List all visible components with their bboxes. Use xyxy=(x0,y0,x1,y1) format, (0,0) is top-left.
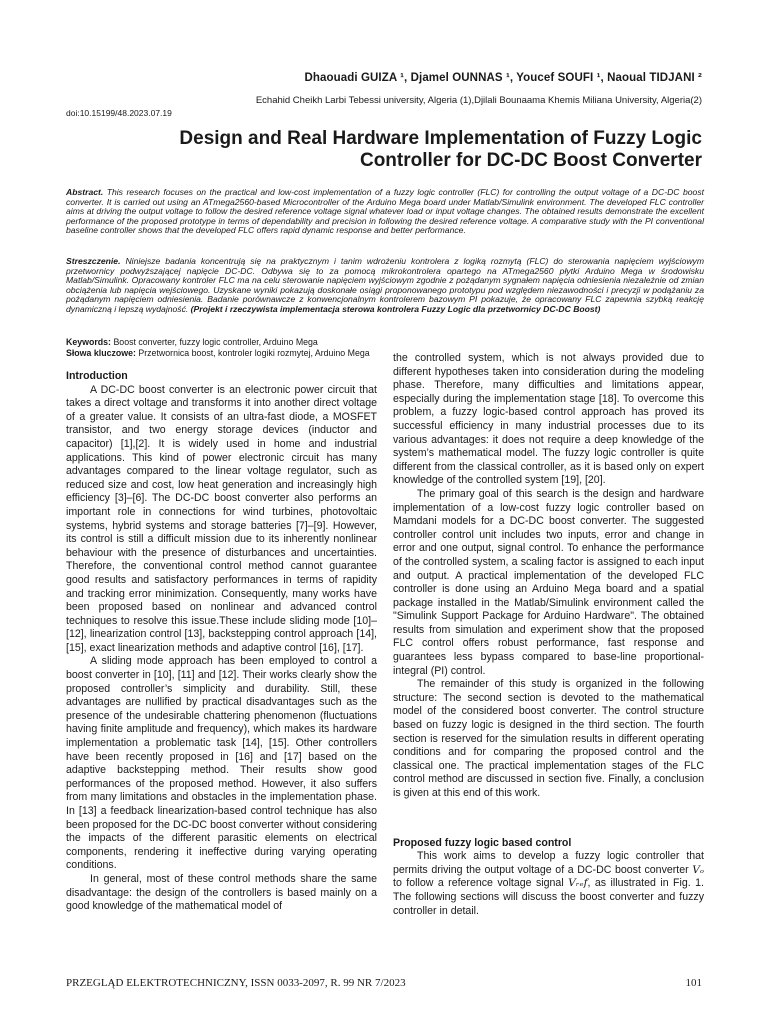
affiliation: Echahid Cheikh Larbi Tebessi university, Algeria (1),Djilali Bounaama Khemis Miliana University, Algeria(2) xyxy=(255,95,702,106)
paragraph: A DC-DC boost converter is an electronic power circuit that takes a direct voltage and transforms it into another direct voltage of a greater value. It consists of an ultra-fast diode, a MOSFET transistor, and two energy storage devices (inductor and capacitor) [1],[2]. It is widely used in home and industrial applications. This kind of power electronic circuit has many advantages compared to the linear voltage regulator, such as reduced size and cost, low heat generation and increasingly high efficiency [3]–[6]. The DC-DC boost converter also performs an important role in connections for wind turbines, photovoltaic systems, hybrid systems and storage batteries [7]–[9]. However, its control is still a difficult mission due to its inherently nonlinear behaviour with the presence of disturbances and uncertainties. Therefore, the conventional control method cannot guarantee good results and satisfactory performances in terms of rapidity and tracking error minimization. Consequently, many works have been proposed based on nonlinear and advanced control techniques to resolve this issue.These include sliding mode [10]–[12], linearization control [13], backstepping control approach [14],[15], exact linearization methods and adaptive control [16], [17]. xyxy=(66,383,377,654)
paragraph: The remainder of this study is organized in the following structure: The second section is devoted to the mathematical model of the considered boost converter. The control structure based on fuzzy logic is designed in the third section. The fourth section is reserved for the simulation results in different operating conditions and for comparing the proposed control and the classical one. The practical implementation stages of the FLC control method are discussed in section five. Finally, a conclusion is given at this end of this work. xyxy=(393,678,704,799)
vo-symbol: Vₒ xyxy=(692,863,704,876)
paragraph: A sliding mode approach has been employed to control a boost converter in [10], [11] and [12]. Their works clearly show the proposed controller’s simplicity and durability. Still, these advantages are nullified by practical disadvantages such as the presence of the undesirable chattering phenomenon (fluctuations having finite amplitude and frequency), which makes its hardware implementation a problematic task [14], [15]. Other controllers have been recently proposed in [16] and [17] based on the adaptive backstepping method. Their results show good performances of the proposed method. However, it also suffers from many limitations and obstacles in the implementation phase. In [13] a feedback linearization-based control technique has also been proposed for the DC-DC boost converter without considering the impacts of the different parasitic elements on electrical components, rendering it ineffective during varying operating conditions. xyxy=(66,655,377,872)
streszczenie-text: Niniejsze badania koncentrują się na praktycznym i tanim wdrożeniu kontrolera z logiką rozmytą (FLC) do sterowania napięciem wyjściowym przetwornicy podwyższającej napięcie DC-DC. Odbywa się to za pomocą mikrokontrolera opartego na ATmega2560 płytki Arduino Mega w środowisku Matlab/Simulink. Opracowany kontroler FLC ma na celu sterowanie napięciem wyjściowym zgodnie z pożądanym sygnałem napięcia odniesienia niezależnie od zmian obciążenia lub napięcia wejściowego. Uzyskane wyniki pokazują doskonałe osiągi proponowanego prototypu pod względem niezawodności i precyzji w podążaniu za pożądanym napięciem odniesienia. Badanie porównawcze z konwencjonalnym kontrolerem bazowym PI pokazuje, że opracowany FLC zapewnia szybką reakcję dynamiczną i lepszą wydajność. xyxy=(66,256,704,314)
introduction-heading: Introduction xyxy=(66,370,128,382)
title-line-2: Controller for DC-DC Boost Converter xyxy=(359,150,702,171)
page-number: 101 xyxy=(685,977,702,989)
left-column xyxy=(66,370,377,914)
keywords-en-label: Keywords: xyxy=(66,337,111,347)
abstract-lead: Abstract. xyxy=(66,187,104,197)
paragraph: In general, most of these control methods share the same disadvantage: the design of the controllers is based mainly on a good knowledge of the mathematical model of xyxy=(66,872,377,913)
keywords-en-text: Boost converter, fuzzy logic controller, Arduino Mega xyxy=(113,337,318,347)
paper-title xyxy=(100,128,702,172)
streszczenie-title: (Projekt i rzeczywista implementacja sterowa kontrolera Fuzzy Logic dla przetwornicy DC-DC Boost) xyxy=(190,303,601,314)
streszczenie xyxy=(66,257,704,315)
abstract-text: This research focuses on the practical and low-cost implementation of a fuzzy logic controller (FLC) for controlling the output voltage of a DC-DC boost converter. It is carried out using an ATmega2560-based Microcontroller of the Arduino Mega board under Matlab/Simulink environment. The developed FLC controller aims at driving the output voltage to follow the desired reference voltage signal whatever load or input voltage changes. The obtained results demonstrate the excellent performance of the proposed prototype in terms of dependability and precision in following the desired reference voltage. A comparative study with the PI conventional baseline controller shows that the developed FLC offers rapid dynamic response and better performance. xyxy=(66,187,704,236)
section-spacer xyxy=(393,801,704,837)
streszczenie-lead: Streszczenie. xyxy=(66,256,121,266)
journal-footer: PRZEGLĄD ELEKTROTECHNICZNY, ISSN 0033-2097, R. 99 NR 7/2023 xyxy=(66,977,406,989)
title-line-1: Design and Real Hardware Implementation of Fuzzy Logic xyxy=(179,128,702,149)
paragraph: the controlled system, which is not always provided due to different hypotheses taken into consideration during the modeling phase. Therefore, many difficulties and limitations appear, especially during the implementation stage [18]. To overcome this problem, a fuzzy logic-based control approach has proved its successful efficiency in many industrial processes due to its various advantages: it does not require a deep knowledge of the system’s mathematical model. The fuzzy logic controller is quite different from the classical controller, as it is based only on expert knowledge of the controlled system [19], [20]. xyxy=(393,352,704,487)
authors: Dhaouadi GUIZA ¹, Djamel OUNNAS ¹, Youcef SOUFI ¹, Naoual TIDJANI ² xyxy=(304,72,702,84)
keywords-pl-label: Słowa kluczowe: xyxy=(66,347,136,358)
keywords-en xyxy=(66,337,704,348)
vref-symbol: Vᵣₑf xyxy=(568,877,588,890)
doi-link[interactable]: doi:10.15199/48.2023.07.19 xyxy=(66,108,172,118)
keywords-pl-text: Przetwornica boost, kontroler logiki rozmytej, Arduino Mega xyxy=(138,347,370,358)
paragraph-text: This work aims to develop a fuzzy logic controller that permits driving the output voltage of a DC-DC boost converter xyxy=(393,850,704,876)
paragraph: The primary goal of this search is the design and hardware implementation of a low-cost fuzzy logic controller based on Mamdani models for a DC-DC boost converter. The suggested controller control unit includes two inputs, error and change in error and one output, signal control. To enhance the performance of the controlled system, a scaling factor is assigned to each input and output. A practical implementation of the developed FLC controller is done using an Arduino Mega board and a spatial package installed in the Matlab/Simulink environment called the "Simulink Support Package for Arduino Hardware". The obtained results from simulation and experiment show that the proposed FLC control offers robust performance, fast response and guarantees less bypass compared to base-line proportional-integral (PI) control. xyxy=(393,487,704,677)
abstract xyxy=(66,188,704,236)
section-heading: Proposed fuzzy logic based control xyxy=(393,836,572,849)
paragraph-text: to follow a reference voltage signal xyxy=(393,877,564,890)
paragraph-text: , as illustrated in Fig. 1. The following sections will discuss the boost converter and fuzzy controller in detail. xyxy=(393,877,704,917)
paragraph xyxy=(393,850,704,918)
right-column xyxy=(393,352,704,918)
